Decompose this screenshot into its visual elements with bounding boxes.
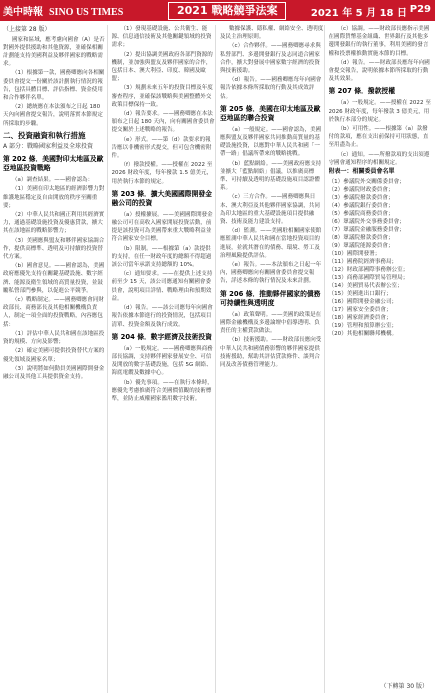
- list-item: （18）國家經濟委員會；: [328, 315, 392, 322]
- list-item: （16）國際開發金融公司；: [328, 299, 398, 306]
- committee-list: [329, 178, 433, 338]
- column-1: [3, 25, 108, 693]
- paragraph: （d）報告。——財政部長應每年向國會提交報告，說明依據本節所採取的行動及其效果。: [328, 59, 430, 83]
- masthead-chinese: 美中時報: [3, 7, 43, 18]
- paragraph: （c）三方合作。——國務卿應與日本、澳大利亞及其他夥伴國家協調，共同為印太地區的重大基礎設施項目提供融資、技術及能力建設支持。: [220, 194, 320, 226]
- paragraph: （c）通知。——所撥款項的支出須遵守國會通知程序的相關規定。: [328, 151, 430, 166]
- list-item: （13）商務部國際貿易管理局；: [328, 275, 409, 282]
- list-item: （11）國務院經濟事務局；: [328, 259, 398, 266]
- paragraph: （b）可用性。——根據第（a）款撥付的款項，應在支出前保持可用狀態，直至用盡為止。: [328, 126, 429, 149]
- section-heading: 二、投資融資和執行措施: [3, 130, 86, 140]
- continued-from-label: （上接第 28 版）: [3, 26, 51, 33]
- paragraph: （a）一般規定。——國會認為，美國應與盟友及夥伴國家共同推動高質量的基礎設施投資，以應對中華人民共和國「一帶一路」倡議所帶來的戰略挑戰。: [220, 126, 322, 158]
- list-item: （1）參議院外交關係委員會；: [328, 179, 405, 186]
- list-heading: 附表一：相關委員會名單: [328, 168, 395, 176]
- paragraph: （b）技術援助。——財政部長應向受中華人民共和國債務影響的夥伴國家提供技術援助，幫助其評估貸款條件、談判合同及改善債務管理能力。: [220, 337, 322, 368]
- paragraph: （c）協調。——財政部長應指示美國在國際貨幣基金組織、世界銀行及其他多邊開發銀行的執行董事，利用美國的發言權和投票權推動實施本節的目標。: [328, 26, 430, 57]
- paragraph: （3）美國應與盟友和夥伴國家協調合作，提供高標準、透明及可持續的投資替代方案。: [3, 237, 105, 261]
- list-item: （4）參議院銀行委員會；: [328, 203, 394, 210]
- paragraph: （c）戰略制定。——國務卿應會同財政部長、商務部長及其他相關機構負責人，制定一項全面的投資戰略，內容應包括：: [3, 297, 104, 328]
- paragraph: （e）形式。——第（d）款要求的報告應以非機密形式提交，但可包含機密附件。: [111, 136, 212, 160]
- list-item: （3）參議院撥款委員會；: [328, 195, 394, 202]
- continued-on-label: （下轉第 30 版）: [380, 683, 428, 690]
- section-title: 2021 戰略競爭法案: [168, 2, 286, 20]
- list-item: （12）財政部國際事務辦公室；: [328, 267, 409, 274]
- article-heading: 第 204 條．數字經濟及技術投資: [111, 332, 212, 341]
- paragraph: （d）報告。——國務卿應每年向國會報告依據本條所採取的行動及其成效評估。: [220, 77, 322, 100]
- paragraph: （e）報告。——本法頒布之日起一年內，國務卿應向有關國會委員會提交報告，詳述本條的執行情況及未來計劃。: [220, 262, 322, 285]
- paragraph: （2）中華人民共和國正利用其經濟實力，通過基礎設施投資及優惠貸款，擴大其在該地區的戰略影響力；: [3, 212, 105, 235]
- paragraph: （3）規劃未來五年的投資目標及年度審查程序，並確保該戰略與美國整體外交政策目標保持一致。: [111, 85, 213, 108]
- paragraph: （3）說明將如何動員美國國際開發金融公司及其他工具提供資金支持。: [3, 365, 105, 380]
- paragraph: （d）報告。——該公司應每年向國會報告依據本節進行的投資情況，包括項目清單、投資金額及執行成效。: [111, 305, 213, 328]
- paragraph: （a）一般規定。——授權在 2022 至 2026 財政年度，每年撥款 3 億美元，用於執行本部分的規定。: [328, 100, 431, 123]
- paragraph: （2）確定美國可提供投資替代方案的優先領域及國家名單；: [3, 348, 105, 363]
- paragraph: 數據保護、隱私權、網絡安全、透明度及民主治理原則。: [220, 26, 324, 41]
- paragraph: （b）藍點網絡。——美國政府應支持並擴大「藍點網絡」倡議，以推廣高標準、可持續及透明的基礎設施項目認證體系。: [220, 160, 322, 192]
- page-number: P29: [409, 4, 431, 15]
- issue-date: 2021 年 5 月 18 日: [310, 8, 407, 19]
- column-3: [220, 25, 325, 693]
- list-item: （20）其他相關聯邦機構。: [328, 331, 398, 338]
- masthead-english: SINO US TIMES: [49, 7, 124, 18]
- paragraph: （f）撥款授權。——授權在 2022 至 2026 財政年度，每年撥款 1.5 億美元，用於執行本節的規定。: [111, 162, 213, 185]
- paragraph: （1）評估中華人民共和國在該地區投資的規模、方向及影響；: [3, 330, 105, 346]
- list-item: （10）國際開發署；: [328, 251, 381, 258]
- list-item: （8）眾議院撥款委員會；: [328, 235, 394, 242]
- paragraph: （a）調查結果。——國會認為：: [12, 177, 94, 184]
- article-heading: 第 207 條．撥款授權: [328, 87, 395, 96]
- list-item: （19）管理和預算辦公室；: [328, 323, 398, 330]
- article-heading: 第 206 條．推動夥伴國家的債務可持續性與透明度: [220, 289, 321, 307]
- paragraph: （1）發現基礎設施、公共衛生、能源、信息通信技術及其他關鍵領域的投資需求；: [111, 26, 212, 49]
- page-header: [0, 0, 435, 21]
- masthead: [3, 3, 123, 18]
- paragraph: （d）報告要求。——國務卿應在本法頒布之日起 180 天內，向有關國會委員會提交關於上述戰略的報告。: [111, 111, 215, 134]
- paragraph: （a）一般規定。——國務卿應與商務部長協調，支持夥伴國家發展安全、可信及開放的數字基礎設施，包括 5G 網絡、海底電纜及數據中心。: [111, 345, 213, 377]
- list-item: （17）國家安全委員會；: [328, 307, 392, 314]
- paragraph: （a）授權擴展。——美國國際開發金融公司可在高收入國家開展投資活動，前提是該投資可為美國帶來重大戰略利益並符合國家安全目標。: [111, 211, 213, 243]
- paragraph: （a）政策聲明。——美國的政策是在國際金融機構及多邊論壇中倡導透明、負責任的主權貸款做法。: [220, 311, 322, 335]
- paragraph: 國家和區域，應考慮向國會（A）是否對國外提供援助和其他資源，並確保相關計劃能支持美國利益及夥伴國家的戰略需求。: [3, 36, 105, 68]
- list-item: （6）眾議院外交事務委員會；: [328, 219, 405, 226]
- paragraph: （b）國會意見。——國會認為，美國政府應優先支持在關鍵基礎設施、數字經濟、能源及衛生領域的高質量投資，並鼓勵私營部門參與，以促進公平競爭。: [3, 263, 105, 294]
- paragraph: （d）監測。——美國駐相關國家使館應監測中華人民共和國在當地投資項目的進展，並就其潛在的債務、環境、勞工及治理風險提供評估。: [220, 228, 322, 259]
- list-item: （9）眾議院能源委員會；: [328, 243, 394, 250]
- column-4: [329, 25, 433, 693]
- article-columns: [3, 25, 432, 693]
- paragraph: （1）美國在印太地區的經濟影響力對維護地區穩定及自由開放的秩序至關重要；: [3, 186, 105, 209]
- list-item: （2）參議院財政委員會；: [328, 187, 394, 194]
- paragraph: （2）總統應在本法頒布之日起 180 天內向國會提交報告，說明落實本節規定所採取的步驟。: [3, 104, 103, 127]
- article-heading: 第 205 條．美國在印太地區及歐亞地區的聯合投資: [220, 104, 321, 122]
- list-item: （14）美國貿易代表辦公室；: [328, 283, 403, 290]
- paragraph: （b）限制。——根據第（a）款提供的支持，在任一財政年度的總額不得超過該公司當年承諾支持總額的 10%。: [111, 245, 212, 269]
- list-item: （5）參議院商務委員會；: [328, 211, 394, 218]
- subsection-heading: A 部分：戰略國家利益及全球投資: [3, 142, 94, 150]
- list-item: （15）美國進出口銀行；: [328, 291, 392, 298]
- paragraph: （1）根據第一款，國務卿應向各相關委員會提交一份關於該計劃執行情況的報告，包括具體目標、評估指標、資金使用和合作夥伴名單。: [3, 70, 105, 101]
- paragraph: （b）優先事項。——在執行本條時，應優先考慮推廣符合美國價值觀的技術標準，並防止威權國家濫用數字技術。: [111, 379, 213, 402]
- article-heading: 第 203 條．擴大美國國際開發金融公司的投資: [111, 189, 212, 207]
- article-heading: 第 202 條．美國對印太地區及歐亞地區投資戰略: [3, 155, 104, 173]
- paragraph: （c）通知要求。——在提供上述支持前至少 15 天，該公司應通知有關國會委員會，說明項目詳情、戰略理由和預期效益。: [111, 271, 213, 302]
- list-item: （7）眾議院金融服務委員會；: [328, 227, 405, 234]
- paragraph: （2）提出協調美國政府各部門資源的機制，並加強與盟友及夥伴國家的合作，包括日本、澳大利亞、印度、韓國及歐盟；: [111, 51, 213, 83]
- paragraph: （c）合作夥伴。——國務卿應尋求與私營部門、多邊開發銀行及志同道合國家合作，擴大對發展中國家數字經濟的投資與技術援助。: [220, 43, 321, 75]
- column-2: [112, 25, 217, 693]
